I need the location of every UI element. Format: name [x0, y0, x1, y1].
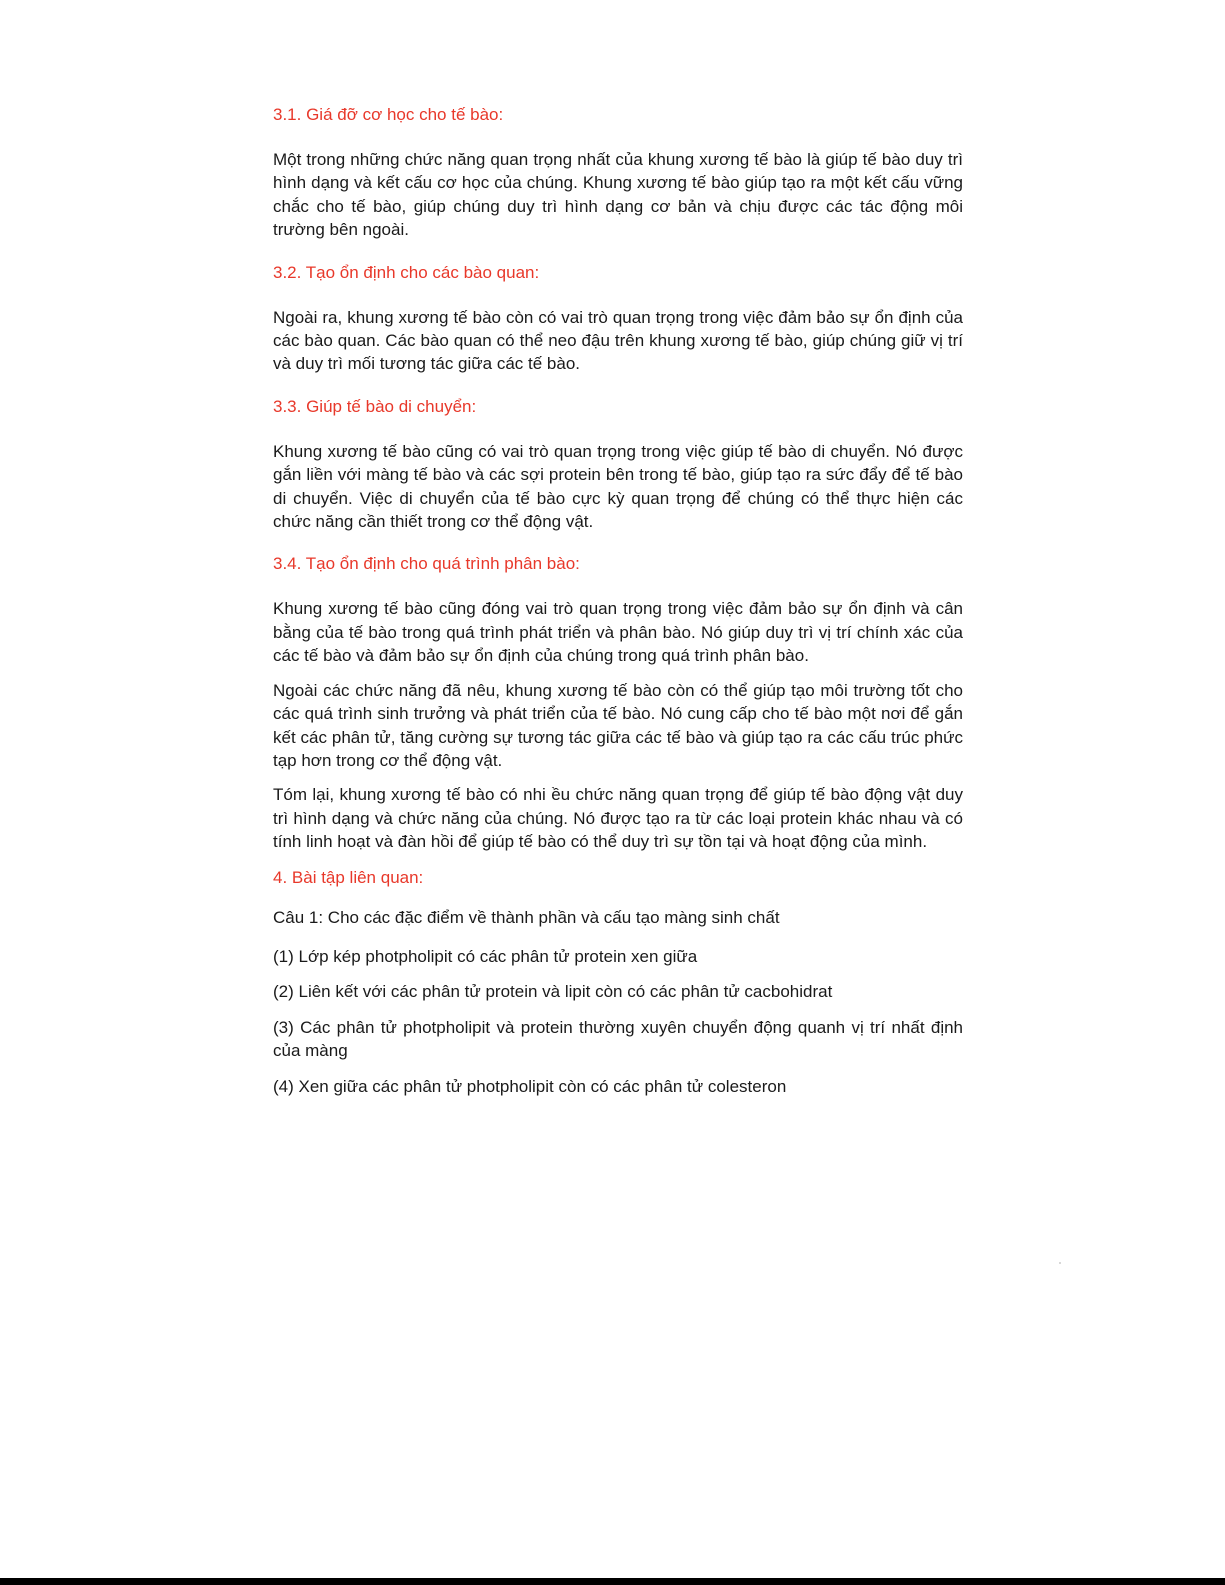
- statement-4: (4) Xen giữa các phân tử photpholipit còn có các phân tử colesteron: [273, 1076, 787, 1096]
- paragraph-summary: Tóm lại, khung xương tế bào có nhi ều chức năng quan trọng để giúp tế bào động vật duy trì hình dạng và chức năng của chúng. Nó được tạo ra từ các loại protein khác nhau và có tính linh hoạt và đàn hồi để giúp tế bào có thể duy trì sự tồn tại và hoạt động của mình.: [273, 785, 963, 852]
- paragraph-3-3: Khung xương tế bào cũng có vai trò quan trọng trong việc giúp tế bào di chuyển. Nó được gắn liền với màng tế bào và các sợi protein bên trong tế bào, giúp tạo ra sức đẩy để tế bào di chuyển. Việc di chuyển của tế bào cực kỳ quan trọng để chúng có thể thực hiện các chức năng cần thiết trong cơ thể động vật.: [273, 441, 963, 532]
- section-heading-3-1: 3.1. Giá đỡ cơ học cho tế bào:: [273, 105, 504, 124]
- section-heading-3-2: 3.2. Tạo ổn định cho các bào quan:: [273, 262, 540, 282]
- bottom-border: [0, 1578, 1225, 1585]
- document-page: [273, 103, 963, 1098]
- statement-1: (1) Lớp kép photpholipit có các phân tử protein xen giữa: [273, 946, 698, 966]
- paragraph-extra-functions: Ngoài các chức năng đã nêu, khung xương tế bào còn có thể giúp tạo môi trường tốt cho các quá trình sinh trưởng và phát triển của tế bào. Nó cung cấp cho tế bào một nơi để gắn kết các phân tử, tăng cường sự tương tác giữa các tế bào và giúp tạo ra các cấu trúc phức tạp hơn trong cơ thể động vật.: [273, 680, 963, 770]
- section-heading-3-3: 3.3. Giúp tế bào di chuyển:: [273, 396, 477, 416]
- paragraph-3-2: Ngoài ra, khung xương tế bào còn có vai trò quan trọng trong việc đảm bảo sự ổn định của các bào quan. Các bào quan có thể neo đậu trên khung xương tế bào, giúp chúng giữ vị trí và duy trì mối tương tác giữa các tế bào.: [273, 307, 963, 374]
- scan-speck: [1059, 1262, 1061, 1264]
- paragraph-3-1: Một trong những chức năng quan trọng nhất của khung xương tế bào là giúp tế bào duy trì hình dạng và kết cấu cơ học của chúng. Khung xương tế bào giúp tạo ra một kết cấu vững chắc cho tế bào, giúp chúng duy trì hình dạng cơ bản và chịu được các tác động môi trường bên ngoài.: [273, 150, 963, 240]
- statement-3: (3) Các phân tử photpholipit và protein thường xuyên chuyển động quanh vị trí nhất định của màng: [273, 1017, 963, 1061]
- paragraph-3-4: Khung xương tế bào cũng đóng vai trò quan trọng trong việc đảm bảo sự ổn định và cân bằng của tế bào trong quá trình phát triển và phân bào. Nó giúp duy trì vị trí chính xác của các tế bào và đảm bảo sự ổn định của chúng trong quá trình phân bào.: [273, 599, 963, 666]
- section-heading-4: 4. Bài tập liên quan:: [273, 867, 424, 887]
- statement-2: (2) Liên kết với các phân tử protein và lipit còn có các phân tử cacbohidrat: [273, 982, 833, 1002]
- section-heading-3-4: 3.4. Tạo ổn định cho quá trình phân bào:: [273, 554, 580, 574]
- question-1: Câu 1: Cho các đặc điểm về thành phần và cấu tạo màng sinh chất: [273, 907, 780, 927]
